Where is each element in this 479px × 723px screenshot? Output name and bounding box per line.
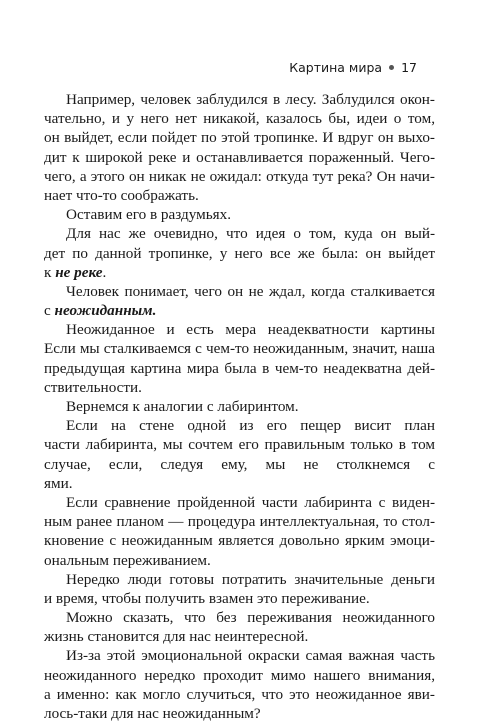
text-line xyxy=(44,474,435,493)
body-text xyxy=(44,90,435,723)
text-line xyxy=(44,685,435,704)
text-line xyxy=(44,359,435,378)
text-line xyxy=(44,224,435,243)
text-line xyxy=(44,282,435,301)
line-text: он выйдет, если пойдет по этой тропинке. И вдруг он выхо- xyxy=(44,129,435,147)
line-text: ональным переживанием. xyxy=(44,551,211,569)
text-line xyxy=(44,455,435,474)
page-number: 17 xyxy=(401,60,417,75)
text-line xyxy=(44,435,435,454)
line-text: Вернемся к аналогии с лабиринтом. xyxy=(66,398,299,415)
text-line xyxy=(44,646,435,665)
text-line xyxy=(44,378,435,397)
line-text: Можно сказать, что без переживания неожиданного xyxy=(66,609,435,627)
text-line xyxy=(44,167,435,186)
text-line xyxy=(44,205,435,224)
running-header xyxy=(289,60,417,75)
line-text: дет по данной тропинке, у него все же была: он выйдет xyxy=(44,244,435,262)
text-line xyxy=(44,109,435,128)
text-line xyxy=(44,531,435,550)
text-line xyxy=(44,493,435,512)
text-line xyxy=(44,263,435,282)
text-line xyxy=(44,570,435,589)
text-line xyxy=(44,666,435,685)
line-tail: . xyxy=(102,263,107,281)
line-text: Если сравнение пройденной части лабиринта с виден- xyxy=(66,493,435,511)
line-text: нает что-то соображать. xyxy=(44,186,199,204)
line-text: Оставим его в раздумьях. xyxy=(66,206,232,224)
text-line xyxy=(44,90,435,109)
line-text: к xyxy=(44,263,56,281)
text-line xyxy=(44,301,435,320)
line-text: кновение с неожиданным является довольно ярким эмоци- xyxy=(44,532,435,550)
bullet-separator xyxy=(389,65,394,70)
text-line xyxy=(44,339,435,358)
line-text: Человек понимает, чего он не ждал, когда сталкивается xyxy=(66,282,435,300)
line-text: чего, а этого он никак не ожидал: откуда тут река? Он начи- xyxy=(44,167,435,185)
line-text: дит к широкой реке и останавливается пораженный. Чего- xyxy=(44,148,435,166)
text-line xyxy=(44,320,435,339)
text-line xyxy=(44,128,435,147)
text-line xyxy=(44,148,435,167)
line-text: с xyxy=(44,302,55,320)
text-line xyxy=(44,416,435,435)
line-text: части лабиринта, мы сочтем его правильным только в том xyxy=(44,436,435,454)
line-text: Если мы сталкиваемся с чем-то неожиданным, значит, наша xyxy=(44,340,435,358)
line-text: Неожиданное и есть мера неадекватности картины xyxy=(66,321,435,339)
text-line xyxy=(44,627,435,646)
line-text: Если на стене одной из его пещер висит план xyxy=(66,417,435,435)
emphasis-text: неожиданным. xyxy=(54,302,157,320)
line-text: неожиданного нередко проходит мимо нашего внимания, xyxy=(44,666,435,684)
line-text: жизнь становится для нас неинтересной. xyxy=(44,628,309,646)
line-text: Из-за этой эмоциональной окраски самая важная часть xyxy=(66,647,435,665)
line-text: предыдущая картина мира была в чем-то неадекватна дей- xyxy=(44,359,435,377)
line-text: ями. xyxy=(44,474,73,492)
line-text: ным ранее планом — процедура интеллектуальная, то стол- xyxy=(44,513,435,531)
line-text: ствительности. xyxy=(44,378,142,396)
text-line xyxy=(44,186,435,205)
chapter-title: Картина мира xyxy=(289,60,383,75)
line-text: а именно: как могло случиться, что это неожиданное яви- xyxy=(44,685,435,703)
text-line xyxy=(44,608,435,627)
line-text: Нередко люди готовы потратить значительные деньги xyxy=(66,570,435,588)
text-line xyxy=(44,397,435,416)
text-line xyxy=(44,244,435,263)
text-line xyxy=(44,589,435,608)
emphasis-text: не реке xyxy=(55,263,103,281)
line-text: чательно, и у него нет никакой, казалось бы, идеи о том, xyxy=(44,110,435,128)
line-text: и время, чтобы получить взамен это переживание. xyxy=(44,589,370,607)
text-line xyxy=(44,512,435,531)
line-text: лось-таки для нас неожиданным? xyxy=(44,705,261,722)
text-line xyxy=(44,551,435,570)
line-text: Для нас же очевидно, что идея о том, куда он вый- xyxy=(66,225,435,243)
line-text: случае, если, следуя ему, мы не столкнемся с xyxy=(44,455,435,473)
line-text: Например, человек заблудился в лесу. Заблудился окон- xyxy=(66,91,435,108)
text-line xyxy=(44,704,435,723)
